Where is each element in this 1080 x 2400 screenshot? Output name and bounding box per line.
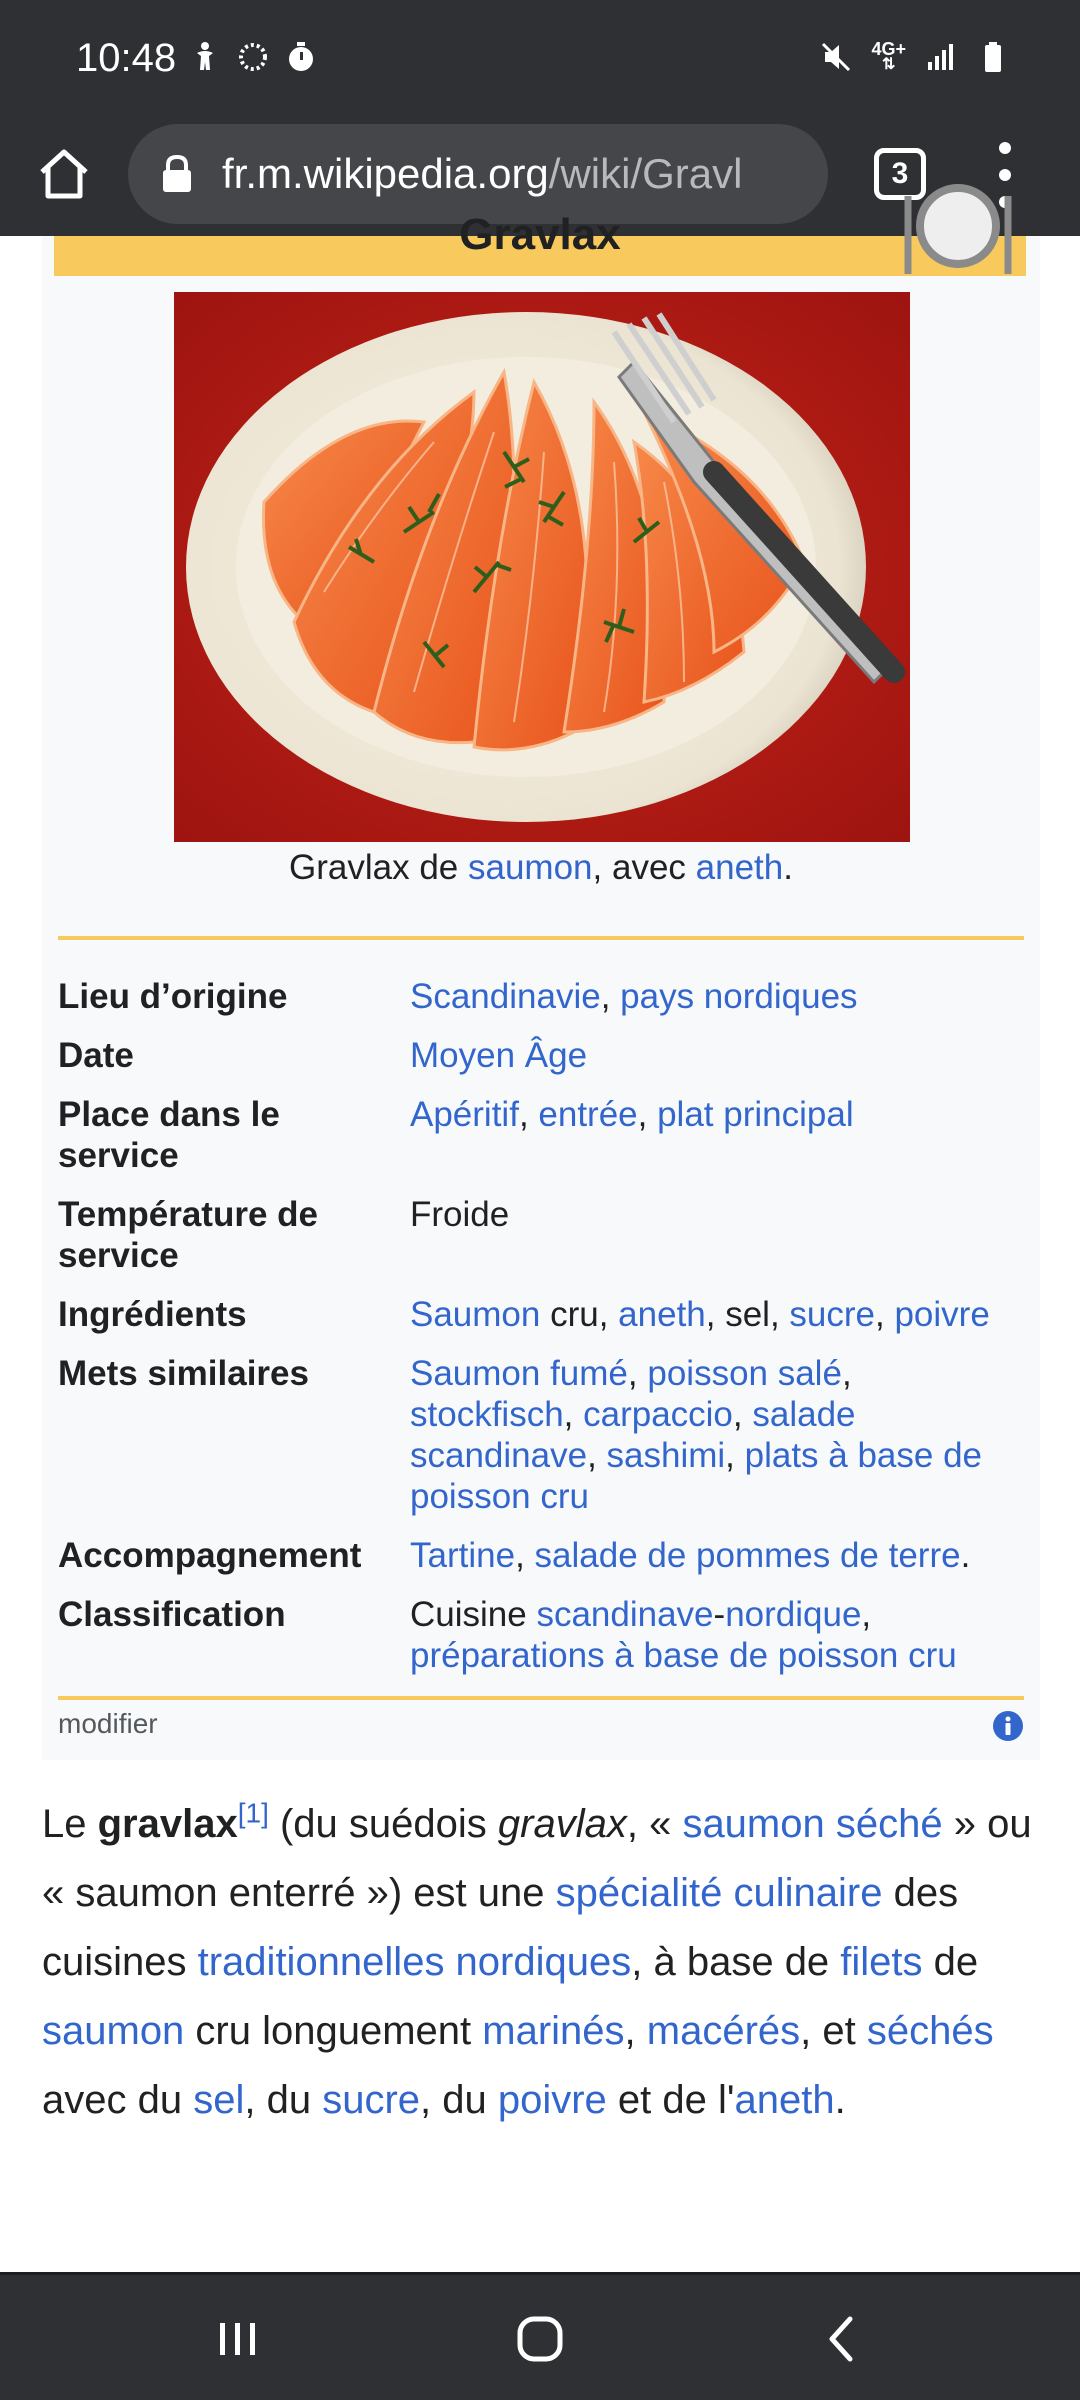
article-link[interactable]: saumon bbox=[42, 2009, 185, 2053]
article-text: (du suédois bbox=[268, 1802, 498, 1846]
infobox-value-text: , bbox=[637, 1095, 658, 1134]
network-label: 4G+ bbox=[871, 39, 906, 59]
article-link[interactable]: aneth bbox=[734, 2078, 835, 2122]
infobox-row bbox=[58, 1094, 1024, 1176]
infobox-value-text: , bbox=[518, 1095, 539, 1134]
infobox-value-text: Cuisine bbox=[410, 1595, 537, 1634]
article-text: » ou « saumon enterré ») est une bbox=[42, 1802, 1032, 1915]
infobox-row bbox=[58, 976, 1024, 1017]
article-text: . bbox=[834, 2078, 846, 2122]
caption-link-saumon[interactable]: saumon bbox=[468, 848, 593, 887]
infobox-title-bar bbox=[54, 210, 1026, 276]
4g-icon bbox=[871, 41, 906, 73]
infobox-value-link[interactable]: poisson salé bbox=[647, 1354, 842, 1393]
article-link[interactable]: marinés bbox=[482, 2009, 625, 2053]
tab-count: 3 bbox=[891, 157, 909, 190]
infobox-row-label: Mets similaires bbox=[58, 1354, 309, 1393]
infobox-row-value bbox=[410, 1535, 1024, 1576]
infobox-row-value bbox=[410, 1094, 1024, 1176]
url-domain: fr.m.wikipedia.org bbox=[222, 150, 549, 197]
article-intro-paragraph bbox=[42, 1790, 1042, 2135]
infobox-value-text: - bbox=[713, 1595, 726, 1634]
infobox-divider-top bbox=[58, 936, 1024, 940]
home-button[interactable] bbox=[30, 132, 98, 216]
lock-icon bbox=[160, 154, 194, 194]
article-text: , à base de bbox=[631, 1940, 841, 1984]
infobox-value-link[interactable]: scandinave bbox=[536, 1595, 714, 1634]
infobox-row-value bbox=[410, 1035, 1024, 1076]
url-bar[interactable] bbox=[128, 124, 828, 224]
modifier-link[interactable]: modifier bbox=[58, 1708, 158, 1739]
page-content bbox=[0, 210, 1080, 2272]
infobox-title: Gravlax bbox=[459, 210, 621, 259]
article-text: et de l' bbox=[606, 2078, 735, 2122]
infobox-value-link[interactable]: Scandinavie bbox=[410, 977, 601, 1016]
infobox-row-label: Place dans le service bbox=[58, 1095, 280, 1175]
article-link[interactable]: séchés bbox=[866, 2009, 994, 2053]
gravlax-photo[interactable] bbox=[174, 292, 910, 842]
infobox-row-value bbox=[410, 1594, 1024, 1676]
system-nav-bar bbox=[0, 2272, 1080, 2400]
infobox-value-link[interactable]: salade de pommes de terre bbox=[534, 1536, 961, 1575]
home-icon bbox=[36, 146, 92, 202]
article-text: , et bbox=[800, 2009, 867, 2053]
article-text: , du bbox=[244, 2078, 323, 2122]
status-right-icons bbox=[819, 40, 1010, 74]
infobox-row bbox=[58, 1035, 1024, 1076]
url-text bbox=[222, 150, 742, 198]
infobox-rows bbox=[58, 976, 1024, 1694]
article-link[interactable]: filets bbox=[840, 1940, 923, 1984]
infobox-value-link[interactable]: aneth bbox=[618, 1295, 706, 1334]
infobox-value-link[interactable]: Tartine bbox=[410, 1536, 516, 1575]
article-text: gravlax bbox=[497, 1802, 627, 1846]
infobox-value-link[interactable]: nordique bbox=[725, 1595, 862, 1634]
infobox-value-text: . bbox=[960, 1536, 971, 1575]
timer-icon bbox=[284, 40, 318, 74]
article-link[interactable]: poivre bbox=[497, 2078, 607, 2122]
infobox-value-text: , bbox=[875, 1295, 895, 1334]
infobox-value-link[interactable]: pays nordiques bbox=[620, 977, 858, 1016]
infobox-row-label: Lieu d’origine bbox=[58, 977, 288, 1016]
article-link[interactable]: spécialité culinaire bbox=[555, 1871, 883, 1915]
infobox-value-text: , bbox=[725, 1436, 745, 1475]
infobox-value-text: , sel, bbox=[705, 1295, 790, 1334]
infobox-value-link[interactable]: Apéritif bbox=[410, 1095, 519, 1134]
infobox-row bbox=[58, 1194, 1024, 1276]
article-link[interactable]: saumon séché bbox=[682, 1802, 943, 1846]
status-left-icons bbox=[188, 40, 318, 74]
infobox-value-link[interactable]: Saumon bbox=[410, 1295, 541, 1334]
infobox-row bbox=[58, 1353, 1024, 1517]
infobox-value-text: Froide bbox=[410, 1195, 510, 1234]
article-text: , « bbox=[626, 1802, 683, 1846]
mute-icon bbox=[819, 40, 853, 74]
infobox-value-text: , bbox=[600, 977, 621, 1016]
infobox-value-link[interactable]: sucre bbox=[789, 1295, 875, 1334]
infobox-value-link[interactable]: sashimi bbox=[606, 1436, 726, 1475]
article-link[interactable]: traditionnelles nordiques bbox=[197, 1940, 632, 1984]
article-text: gravlax bbox=[97, 1802, 238, 1846]
infobox-value-link[interactable]: entrée bbox=[538, 1095, 638, 1134]
infobox-value-text: , bbox=[861, 1595, 872, 1634]
infobox-value-link[interactable]: carpaccio bbox=[583, 1395, 733, 1434]
infobox-value-link[interactable]: stockfisch bbox=[410, 1395, 564, 1434]
data-arrows-icon: ⇅ bbox=[882, 56, 896, 73]
battery-icon bbox=[976, 40, 1010, 74]
signal-icon bbox=[924, 40, 958, 74]
status-time: 10:48 bbox=[76, 36, 177, 80]
infobox-value-text: , bbox=[515, 1536, 535, 1575]
infobox-value-link[interactable]: plats à base de poisson cru bbox=[410, 1436, 983, 1516]
article-link[interactable]: macérés bbox=[646, 2009, 801, 2053]
infobox-value-link[interactable]: poivre bbox=[894, 1295, 990, 1334]
plate-icon bbox=[898, 196, 1018, 274]
infobox-row bbox=[58, 1535, 1024, 1576]
infobox-value-text: , bbox=[732, 1395, 753, 1434]
caption-prefix: Gravlax de bbox=[289, 848, 468, 887]
status-bar bbox=[0, 0, 1080, 112]
infobox-value-link[interactable]: salade scandinave bbox=[410, 1395, 856, 1475]
infobox-divider-bottom bbox=[58, 1696, 1024, 1700]
article-text: des cuisines bbox=[42, 1871, 959, 1984]
tab-switcher-button[interactable] bbox=[874, 148, 926, 200]
infobox-value-text: , bbox=[627, 1354, 648, 1393]
infobox-value-text: cru, bbox=[540, 1295, 619, 1334]
footnote-ref[interactable]: [1] bbox=[237, 1797, 269, 1829]
infobox-value-text: , bbox=[841, 1354, 852, 1393]
infobox-row-value bbox=[410, 976, 1024, 1017]
infobox-row-label: Accompagnement bbox=[58, 1536, 362, 1575]
back-icon[interactable] bbox=[812, 2309, 872, 2369]
infobox-row-value bbox=[410, 1194, 1024, 1276]
infobox-row bbox=[58, 1594, 1024, 1676]
infobox-value-text: , bbox=[587, 1436, 607, 1475]
infobox-value-link[interactable]: Saumon fumé bbox=[410, 1354, 628, 1393]
infobox bbox=[42, 210, 1040, 1760]
caption-link-aneth[interactable]: aneth bbox=[695, 848, 784, 887]
infobox-row-value bbox=[410, 1294, 1024, 1335]
infobox-value-link[interactable]: plat principal bbox=[657, 1095, 854, 1134]
infobox-value-link[interactable]: Moyen Âge bbox=[410, 1036, 588, 1075]
url-path: /wiki/Gravl bbox=[548, 150, 743, 197]
recent-apps-icon[interactable] bbox=[208, 2309, 268, 2369]
info-icon[interactable] bbox=[992, 1710, 1024, 1742]
infobox-row-value bbox=[410, 1353, 1024, 1517]
article-text: Le bbox=[42, 1802, 98, 1846]
infobox-row bbox=[58, 1294, 1024, 1335]
home-nav-icon[interactable] bbox=[510, 2309, 570, 2369]
article-text: de bbox=[922, 1940, 979, 1984]
article-link[interactable]: sel bbox=[193, 2078, 245, 2122]
article-text: , bbox=[624, 2009, 647, 2053]
article-link[interactable]: sucre bbox=[322, 2078, 421, 2122]
infobox-row-label: Classification bbox=[58, 1595, 286, 1634]
infobox-row-label: Température de service bbox=[58, 1195, 318, 1275]
article-text: , du bbox=[420, 2078, 498, 2122]
article-text: cru longuement bbox=[184, 2009, 483, 2053]
caption-mid: , avec bbox=[592, 848, 696, 887]
loading-icon bbox=[236, 40, 270, 74]
caption-suffix: . bbox=[783, 848, 793, 887]
accessibility-icon bbox=[188, 40, 222, 74]
article-text: avec du bbox=[42, 2078, 194, 2122]
infobox-value-text: , bbox=[563, 1395, 584, 1434]
infobox-row-label: Ingrédients bbox=[58, 1295, 247, 1334]
infobox-row-label: Date bbox=[58, 1036, 134, 1075]
infobox-value-link[interactable]: préparations à base de poisson cru bbox=[410, 1636, 957, 1675]
image-caption bbox=[42, 848, 1040, 888]
